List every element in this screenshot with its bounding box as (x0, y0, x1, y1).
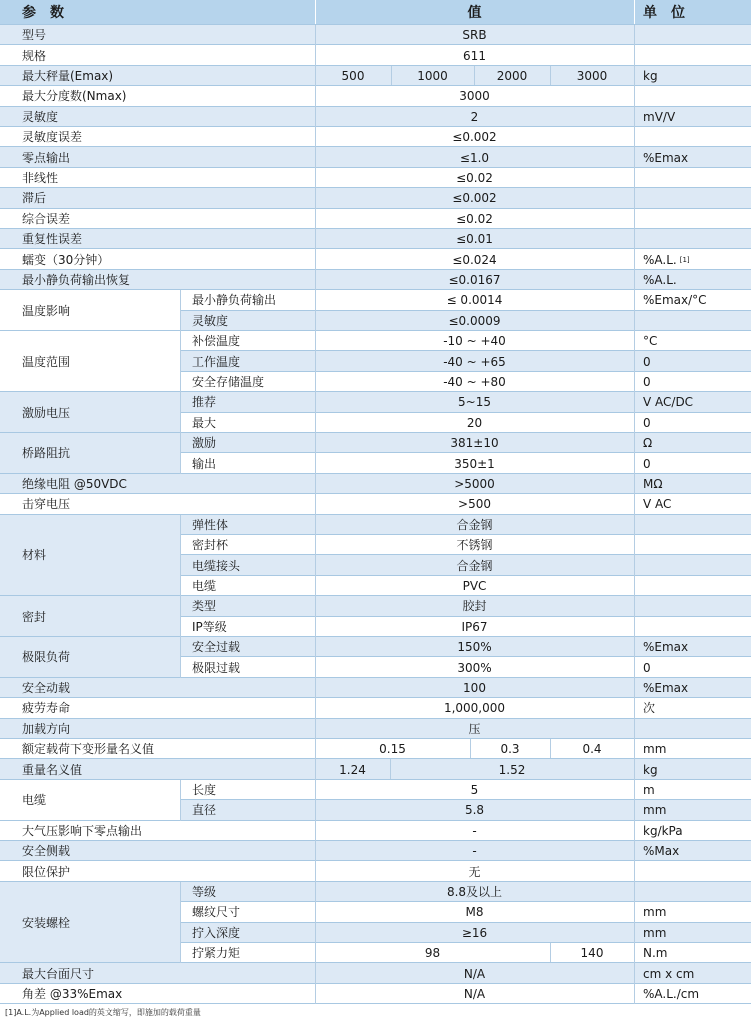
value-cell: 500 (341, 68, 365, 83)
param-label: 灵敏度误差 (22, 130, 83, 145)
value-cell: 2 (470, 109, 479, 124)
unit-cell: %A.L. [1] (643, 252, 690, 267)
unit-cell: kg (643, 762, 658, 777)
unit-cell: 0 (643, 415, 651, 430)
value-cell: ≤ 0.0014 (446, 293, 503, 308)
unit-cell: 0 (643, 456, 651, 471)
column-divider (634, 25, 635, 1004)
row-divider (0, 1003, 751, 1004)
sub-param-label: 灵敏度 (192, 313, 229, 328)
value-cell: -40 ~ +80 (443, 374, 506, 389)
unit-cell (634, 515, 751, 535)
value-cell: 合金钢 (456, 558, 493, 573)
value-cell: -40 ~ +65 (443, 354, 506, 369)
group-divider (180, 882, 181, 964)
unit-cell: cm x cm (643, 966, 695, 981)
param-label: 型号 (22, 28, 47, 43)
unit-cell: V AC/DC (643, 395, 694, 410)
group-divider (180, 780, 181, 821)
unit-cell (634, 555, 751, 575)
sub-param-label: 极限过载 (192, 660, 241, 675)
value-cell: 压 (468, 721, 481, 736)
sub-param-label: 密封杯 (192, 538, 229, 553)
value-cell: ≤0.02 (456, 211, 493, 226)
unit-cell (634, 45, 751, 65)
sub-param-label: 激励 (192, 436, 217, 451)
group-label: 桥路阻抗 (22, 446, 71, 461)
value-cell: >500 (458, 497, 491, 512)
header-value: 值 (315, 0, 634, 25)
value-divider (550, 66, 551, 86)
value-cell: 611 (463, 48, 486, 63)
value-cell: - (472, 823, 477, 838)
param-label: 重量名义值 (22, 762, 83, 777)
unit-cell: 次 (643, 701, 656, 716)
header-rule (0, 24, 751, 25)
value-cell: 1,000,000 (443, 701, 506, 716)
param-label: 击穿电压 (22, 497, 71, 512)
param-label: 最大秤量(Emax) (22, 68, 114, 83)
value-cell: SRB (462, 28, 487, 43)
value-cell: 胶封 (462, 599, 487, 614)
unit-cell: %Emax (643, 640, 689, 655)
unit-cell: mm (643, 905, 667, 920)
unit-cell (634, 861, 751, 881)
sub-param-label: 弹性体 (192, 517, 229, 532)
value-cell: 98 (424, 946, 441, 961)
value-cell: N/A (463, 986, 486, 1001)
sub-param-label: 最大 (192, 415, 217, 430)
param-label: 重复性误差 (22, 232, 83, 247)
value-cell: 0.4 (582, 742, 602, 757)
unit-cell: mV/V (643, 109, 676, 124)
param-label: 额定载荷下变形量名义值 (22, 742, 155, 757)
sub-param-label: 安全存储温度 (192, 374, 265, 389)
param-label: 角差 @33%Emax (22, 986, 123, 1001)
group-label: 密封 (22, 609, 47, 624)
value-cell: PVC (462, 578, 487, 593)
unit-cell (634, 86, 751, 106)
header-param: 参 数 (0, 0, 315, 25)
group-label: 温度影响 (22, 303, 71, 318)
value-cell: ≤0.01 (456, 232, 493, 247)
group-label: 温度范围 (22, 354, 71, 369)
value-divider (470, 739, 471, 759)
value-divider (550, 943, 551, 963)
value-cell: 381±10 (450, 436, 499, 451)
param-label: 零点输出 (22, 150, 71, 165)
unit-cell: 0 (643, 354, 651, 369)
param-label: 安全动载 (22, 680, 71, 695)
group-divider (180, 392, 181, 433)
value-cell: 5 (470, 782, 479, 797)
value-cell: 100 (463, 680, 486, 695)
unit-cell: %Max (643, 844, 680, 859)
value-cell: >5000 (454, 476, 495, 491)
value-cell: 1.24 (339, 762, 366, 777)
value-cell: 1.52 (498, 762, 526, 777)
sub-param-label: 长度 (192, 782, 217, 797)
param-label: 滞后 (22, 191, 47, 206)
unit-cell: N.m (643, 946, 668, 961)
sub-param-label: 类型 (192, 599, 217, 614)
sub-param-label: 安全过载 (192, 640, 241, 655)
value-divider (390, 759, 391, 779)
value-cell: -10 ~ +40 (443, 334, 506, 349)
value-cell: ≥16 (461, 925, 488, 940)
group-divider (180, 515, 181, 597)
sub-param-label: 输出 (192, 456, 217, 471)
unit-cell: V AC (643, 497, 672, 512)
param-label: 限位保护 (22, 864, 71, 879)
value-cell: 300% (457, 660, 492, 675)
group-label: 材料 (22, 548, 47, 563)
value-divider (550, 739, 551, 759)
unit-cell: °C (643, 334, 658, 349)
value-cell: ≤0.002 (452, 130, 497, 145)
param-label: 绝缘电阻 @50VDC (22, 476, 127, 491)
unit-cell: mm (643, 925, 667, 940)
unit-cell: %Emax (643, 680, 689, 695)
unit-cell (634, 596, 751, 616)
sub-param-label: IP等级 (192, 619, 227, 634)
value-cell: N/A (463, 966, 486, 981)
value-cell: M8 (465, 905, 484, 920)
unit-cell (634, 188, 751, 208)
value-cell: 0.15 (379, 742, 406, 757)
value-cell: - (472, 844, 477, 859)
value-cell: 无 (468, 864, 481, 879)
header-unit: 单 位 (634, 0, 751, 25)
sub-param-label: 最小静负荷输出 (192, 293, 277, 308)
unit-cell (634, 882, 751, 902)
unit-cell (634, 229, 751, 249)
unit-cell (634, 617, 751, 637)
value-cell: ≤0.024 (452, 252, 497, 267)
group-divider (180, 331, 181, 392)
param-label: 疲劳寿命 (22, 701, 71, 716)
sub-param-label: 直径 (192, 803, 217, 818)
group-divider (180, 433, 181, 474)
unit-cell (634, 311, 751, 331)
value-cell: 5.8 (464, 803, 485, 818)
sub-param-label: 拧紧力矩 (192, 946, 241, 961)
header-divider (315, 0, 316, 25)
value-cell: 5~15 (458, 395, 491, 410)
unit-cell: %Emax/°C (643, 293, 707, 308)
group-label: 安装螺栓 (22, 915, 71, 930)
value-cell: ≤0.0167 (448, 272, 501, 287)
sub-param-label: 等级 (192, 884, 217, 899)
value-cell: 0.3 (500, 742, 520, 757)
param-label: 最大台面尺寸 (22, 966, 95, 981)
unit-cell: mm (643, 742, 667, 757)
unit-cell: 0 (643, 660, 651, 675)
param-label: 安全侧载 (22, 844, 71, 859)
unit-cell: %A.L./cm (643, 986, 700, 1001)
unit-cell: kg (643, 68, 658, 83)
header-divider (634, 0, 635, 25)
param-label: 最大分度数(Nmax) (22, 89, 127, 104)
unit-cell (634, 576, 751, 596)
value-divider (391, 66, 392, 86)
value-cell: 350±1 (454, 456, 495, 471)
unit-cell (634, 719, 751, 739)
value-cell: 3000 (459, 89, 490, 104)
value-cell: 3000 (576, 68, 608, 83)
value-cell: ≤0.0009 (448, 313, 501, 328)
value-cell: 150% (457, 640, 492, 655)
group-label: 极限负荷 (22, 650, 71, 665)
value-divider (474, 66, 475, 86)
param-label: 加载方向 (22, 721, 71, 736)
group-divider (180, 290, 181, 331)
value-cell: 8.8及以上 (446, 884, 503, 899)
param-label: 最小静负荷输出恢复 (22, 272, 131, 287)
param-label: 规格 (22, 48, 47, 63)
param-label: 灵敏度 (22, 109, 59, 124)
sub-param-label: 电缆 (192, 578, 217, 593)
footnote: [1]A.L.为Applied load的英文缩写，即施加的载荷重量 (5, 1008, 201, 1017)
sub-param-label: 补偿温度 (192, 334, 241, 349)
sub-param-label: 螺纹尺寸 (192, 905, 241, 920)
unit-cell: mm (643, 803, 667, 818)
sub-param-label: 推荐 (192, 395, 217, 410)
group-divider (180, 637, 181, 678)
param-label: 综合误差 (22, 211, 71, 226)
param-label: 非线性 (22, 170, 59, 185)
unit-cell: kg/kPa (643, 823, 683, 838)
sub-param-label: 电缆接头 (192, 558, 241, 573)
value-cell: 20 (466, 415, 483, 430)
value-cell: 140 (580, 946, 604, 961)
sub-param-label: 工作温度 (192, 354, 241, 369)
value-cell: 1000 (417, 68, 448, 83)
unit-cell (634, 168, 751, 188)
group-divider (180, 596, 181, 637)
unit-cell: 0 (643, 374, 651, 389)
value-cell: IP67 (461, 619, 488, 634)
value-cell: ≤0.02 (456, 170, 493, 185)
unit-cell: MΩ (643, 476, 663, 491)
unit-cell (634, 209, 751, 229)
param-label: 蠕变（30分钟） (22, 252, 110, 267)
unit-cell (634, 535, 751, 555)
value-cell: 2000 (496, 68, 528, 83)
value-cell: 不锈钢 (456, 538, 493, 553)
sub-param-label: 拧入深度 (192, 925, 241, 940)
unit-cell (634, 127, 751, 147)
group-label: 电缆 (22, 793, 47, 808)
value-cell: ≤0.002 (452, 191, 497, 206)
unit-cell: Ω (643, 436, 653, 451)
value-cell: 合金钢 (456, 517, 493, 532)
unit-cell (634, 25, 751, 45)
group-label: 激励电压 (22, 405, 71, 420)
value-cell: ≤1.0 (459, 150, 490, 165)
column-divider (315, 25, 316, 1004)
param-label: 大气压影响下零点输出 (22, 823, 143, 838)
unit-cell: m (643, 782, 655, 797)
unit-cell: %Emax (643, 150, 689, 165)
unit-cell: %A.L. (643, 272, 677, 287)
